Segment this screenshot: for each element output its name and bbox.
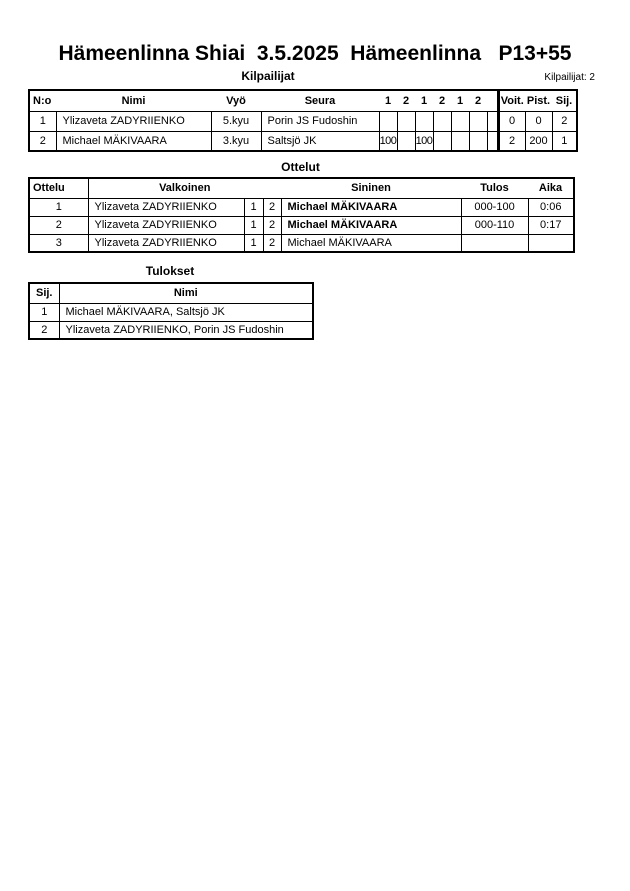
col-header-valkoinen: Valkoinen <box>88 178 281 198</box>
col-header-sij: Sij. <box>29 283 59 303</box>
cell-blue-number: 2 <box>263 198 281 216</box>
col-header-ottelu: Ottelu <box>29 178 88 198</box>
match-row <box>29 198 574 216</box>
col-header-score-5: 1 <box>451 90 469 111</box>
col-header-aika: Aika <box>528 178 574 198</box>
cell-name-club: Michael MÄKIVAARA, Saltsjö JK <box>59 303 313 321</box>
cell-aika: 0:06 <box>528 198 574 216</box>
blue-name-text: Michael MÄKIVAARA <box>287 219 398 231</box>
cell-score-6 <box>469 131 487 151</box>
cell-seura: Porin JS Fudoshin <box>261 111 379 131</box>
col-header-pist: Pist. <box>525 90 552 111</box>
cell-sij: 1 <box>552 131 577 151</box>
cell-match-no: 1 <box>29 198 88 216</box>
cell-no: 1 <box>29 111 56 131</box>
cell-white-number: 1 <box>244 198 263 216</box>
cell-seura: Saltsjö JK <box>261 131 379 151</box>
result-row <box>29 321 313 339</box>
cell-place: 2 <box>29 321 59 339</box>
section-title-ottelut: Ottelut <box>281 160 320 174</box>
col-header-nimi: Nimi <box>56 90 211 111</box>
cell-score-5 <box>451 111 469 131</box>
cell-blue-number: 2 <box>263 216 281 234</box>
cell-blue-number: 2 <box>263 234 281 252</box>
cell-score-3: 100 <box>415 131 433 151</box>
cell-score-4 <box>433 131 451 151</box>
col-header-voit: Voit. <box>498 90 525 111</box>
col-header-spacer <box>487 90 498 111</box>
cell-place: 1 <box>29 303 59 321</box>
tulokset-table <box>28 282 314 340</box>
col-header-sij: Sij. <box>552 90 577 111</box>
cell-white-name: Ylizaveta ZADYRIIENKO <box>88 234 244 252</box>
col-header-nimi: Nimi <box>59 283 313 303</box>
cell-white-name: Ylizaveta ZADYRIIENKO <box>88 198 244 216</box>
section-title-kilpailijat: Kilpailijat <box>241 69 295 83</box>
col-header-seura: Seura <box>261 90 379 111</box>
cell-pist: 200 <box>525 131 552 151</box>
col-header-sininen: Sininen <box>281 178 461 198</box>
cell-tulos: 000-110 <box>461 216 528 234</box>
cell-white-number: 1 <box>244 216 263 234</box>
competitor-row <box>29 131 577 151</box>
cell-score-2 <box>397 111 415 131</box>
cell-blue-name <box>281 216 461 234</box>
match-row <box>29 216 574 234</box>
cell-voit: 0 <box>498 111 525 131</box>
cell-match-no: 3 <box>29 234 88 252</box>
cell-blue-name <box>281 234 461 252</box>
cell-score-5 <box>451 131 469 151</box>
blue-name-text: Michael MÄKIVAARA <box>287 236 392 249</box>
page-title: Hämeenlinna Shiai 3.5.2025 Hämeenlinna P13+55 <box>58 42 572 65</box>
col-header-score-3: 1 <box>415 90 433 111</box>
cell-spacer <box>487 111 498 131</box>
tulokset-header-row <box>29 283 313 303</box>
cell-voit: 2 <box>498 131 525 151</box>
cell-vyo: 5.kyu <box>211 111 261 131</box>
cell-blue-name <box>281 198 461 216</box>
cell-score-4 <box>433 111 451 131</box>
cell-vyo: 3.kyu <box>211 131 261 151</box>
col-header-score-6: 2 <box>469 90 487 111</box>
blue-name-text: Michael MÄKIVAARA <box>287 201 398 213</box>
section-title-tulokset: Tulokset <box>145 264 195 278</box>
cell-score-2 <box>397 131 415 151</box>
ottelut-table <box>28 177 575 253</box>
cell-aika <box>528 234 574 252</box>
cell-nimi: Michael MÄKIVAARA <box>56 131 211 151</box>
match-row <box>29 234 574 252</box>
col-header-score-4: 2 <box>433 90 451 111</box>
cell-spacer <box>487 131 498 151</box>
cell-match-no: 2 <box>29 216 88 234</box>
kilpailijat-header-row <box>29 90 577 111</box>
cell-score-3 <box>415 111 433 131</box>
cell-name-club: Ylizaveta ZADYRIIENKO, Porin JS Fudoshin <box>59 321 313 339</box>
col-header-no: N:o <box>29 90 56 111</box>
cell-pist: 0 <box>525 111 552 131</box>
kilpailijat-table <box>28 89 578 152</box>
cell-nimi: Ylizaveta ZADYRIIENKO <box>56 111 211 131</box>
ottelut-header-row <box>29 178 574 198</box>
cell-tulos: 000-100 <box>461 198 528 216</box>
col-header-score-1: 1 <box>379 90 397 111</box>
cell-score-1 <box>379 111 397 131</box>
cell-no: 2 <box>29 131 56 151</box>
col-header-tulos: Tulos <box>461 178 528 198</box>
competitor-count-label: Kilpailijat: 2 <box>544 72 595 83</box>
cell-aika: 0:17 <box>528 216 574 234</box>
cell-tulos <box>461 234 528 252</box>
col-header-score-2: 2 <box>397 90 415 111</box>
cell-score-6 <box>469 111 487 131</box>
competitor-row <box>29 111 577 131</box>
result-row <box>29 303 313 321</box>
cell-sij: 2 <box>552 111 577 131</box>
cell-score-1: 100 <box>379 131 397 151</box>
col-header-vyo: Vyö <box>211 90 261 111</box>
cell-white-number: 1 <box>244 234 263 252</box>
cell-white-name: Ylizaveta ZADYRIIENKO <box>88 216 244 234</box>
